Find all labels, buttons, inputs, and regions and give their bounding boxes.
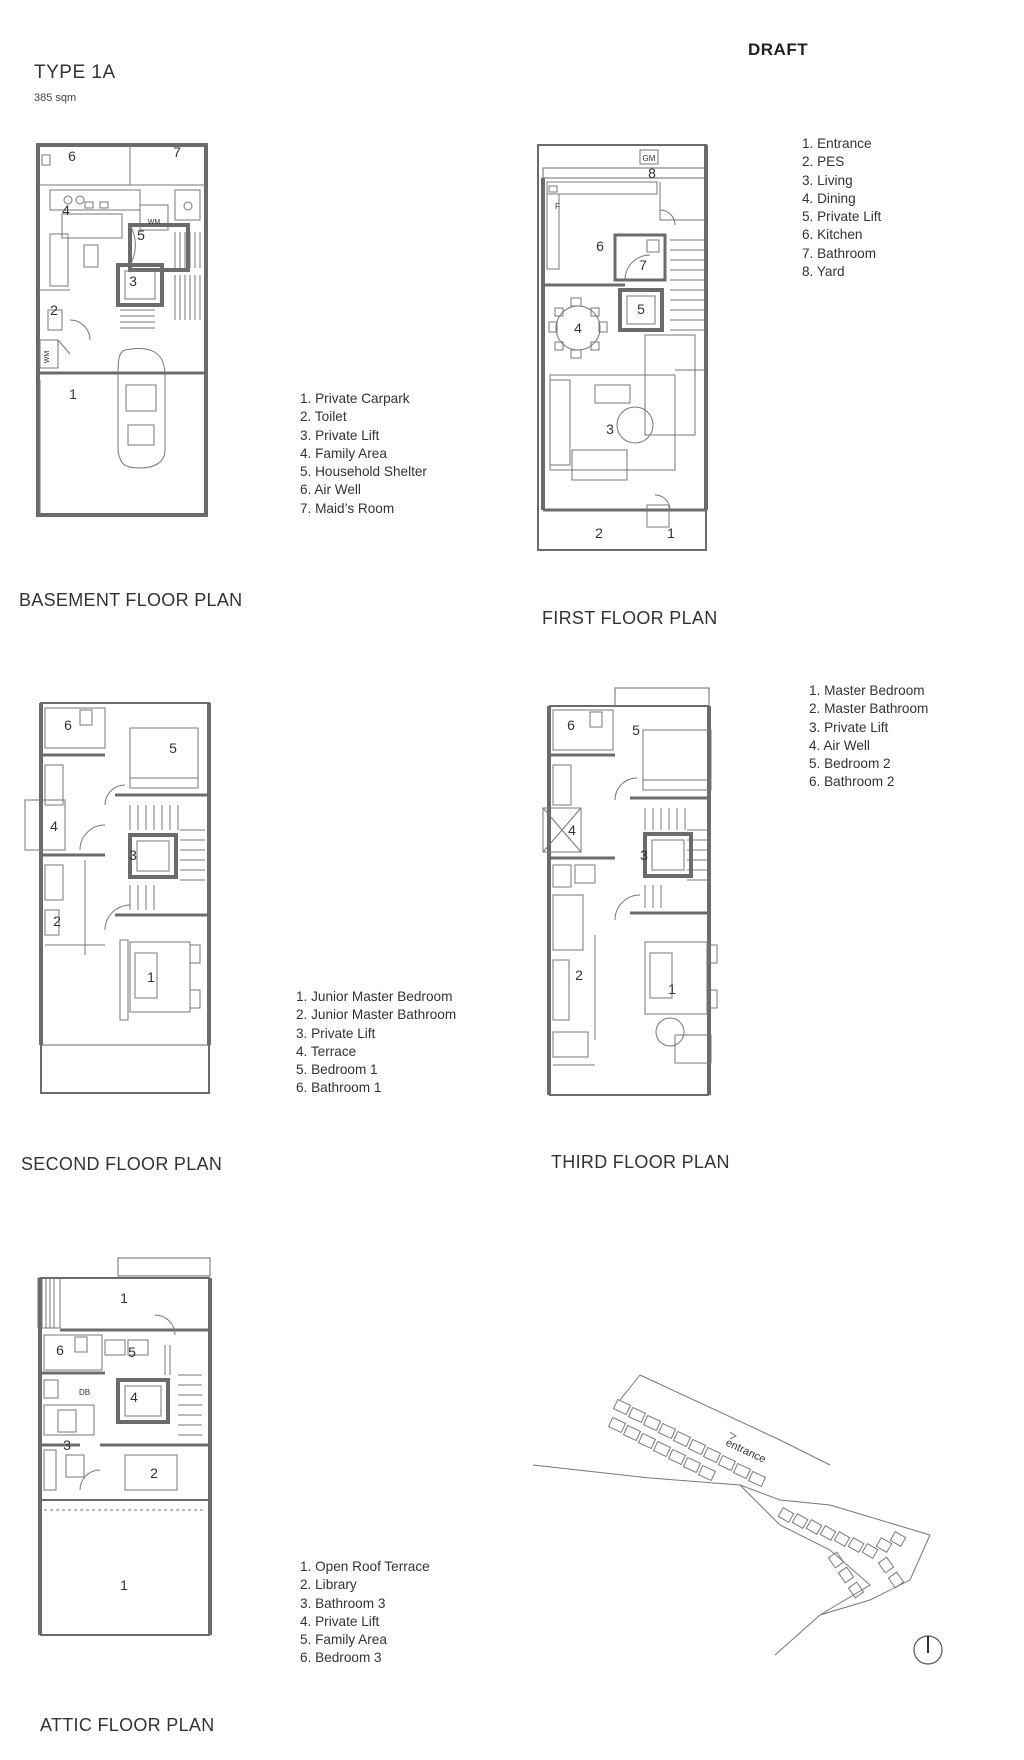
basement-room-5: 5 (137, 227, 145, 243)
attic-floor-plan-drawing (30, 1255, 220, 1645)
unit-area: 385 sqm (34, 92, 77, 104)
basement-room-3: 3 (129, 273, 137, 289)
first-legend-item: 8. Yard (802, 264, 845, 280)
first-room-2: 2 (595, 525, 603, 541)
carpark-wm-label: WM (44, 350, 51, 364)
first-room-7: 7 (639, 257, 647, 273)
attic-legend (300, 1558, 430, 1668)
third-plan-title: THIRD FLOOR PLAN (551, 1152, 730, 1172)
second-room-2: 2 (53, 913, 61, 929)
second-legend-item: 5. Bedroom 1 (296, 1062, 378, 1078)
attic-legend-item: 2. Library (300, 1577, 357, 1593)
second-legend-item: 4. Terrace (296, 1043, 357, 1059)
first-legend-item: 6. Kitchen (802, 227, 863, 243)
attic-room-5: 5 (128, 1344, 136, 1360)
basement-room-1: 1 (69, 386, 77, 402)
second-room-6: 6 (64, 717, 72, 733)
third-legend-item: 1. Master Bedroom (809, 683, 925, 698)
third-room-5: 5 (632, 722, 640, 738)
first-room-5: 5 (637, 301, 645, 317)
basement-legend-item: 6. Air Well (300, 482, 361, 498)
first-legend-item: 1. Entrance (802, 136, 872, 151)
basement-legend-item: 2. Toilet (300, 409, 347, 425)
first-legend-item: 4. Dining (802, 190, 856, 206)
site-plan-drawing (530, 1370, 960, 1670)
first-room-3: 3 (606, 421, 614, 437)
basement-wm-label: WM (147, 219, 161, 226)
basement-legend-item: 5. Household Shelter (300, 464, 427, 480)
attic-room-4: 4 (130, 1389, 138, 1405)
gm-label: GM (642, 154, 656, 163)
third-room-4: 4 (568, 822, 576, 838)
basement-room-2: 2 (50, 302, 58, 318)
third-room-6: 6 (567, 717, 575, 733)
third-legend-item: 2. Master Bathroom (809, 701, 929, 717)
unit-type-title: TYPE 1A (34, 62, 116, 83)
third-legend (809, 682, 928, 792)
third-room-3: 3 (640, 847, 648, 863)
third-legend-item: 6. Bathroom 2 (809, 774, 895, 790)
attic-legend-item: 4. Private Lift (300, 1613, 380, 1629)
first-floor-plan-drawing (535, 140, 715, 560)
attic-room-2: 2 (150, 1465, 158, 1481)
basement-legend-item: 4. Family Area (300, 445, 387, 461)
basement-room-6: 6 (68, 148, 76, 164)
first-room-4: 4 (574, 320, 582, 336)
entrance-label: entrance (723, 1436, 768, 1466)
second-legend-item: 6. Bathroom 1 (296, 1080, 382, 1096)
attic-plan-title: ATTIC FLOOR PLAN (40, 1715, 215, 1735)
north-arrow-icon (914, 1636, 942, 1664)
second-legend (296, 988, 456, 1098)
basement-legend-item: 1. Private Carpark (300, 391, 410, 406)
third-legend-item: 4. Air Well (809, 737, 870, 753)
second-room-3: 3 (129, 847, 137, 863)
basement-legend-item: 7. Maid’s Room (300, 500, 395, 516)
db-label: DB (79, 1388, 91, 1397)
first-room-1: 1 (667, 525, 675, 541)
draft-label: DRAFT (748, 40, 809, 59)
first-legend-item: 5. Private Lift (802, 209, 882, 225)
third-room-2: 2 (575, 967, 583, 983)
second-legend-item: 3. Private Lift (296, 1025, 376, 1041)
first-plan-title: FIRST FLOOR PLAN (542, 608, 718, 628)
fridge-label: F (555, 202, 560, 211)
second-room-4: 4 (50, 818, 58, 834)
third-floor-plan-drawing (535, 680, 725, 1100)
second-plan-title: SECOND FLOOR PLAN (21, 1154, 223, 1174)
attic-room-1: 1 (120, 1577, 128, 1593)
second-room-1: 1 (147, 969, 155, 985)
basement-room-7: 7 (173, 144, 181, 160)
first-legend-item: 2. PES (802, 154, 845, 170)
basement-legend-item: 3. Private Lift (300, 427, 380, 443)
basement-floor-plan-drawing (30, 140, 220, 520)
second-floor-plan-drawing (20, 700, 220, 1100)
first-room-8: 8 (648, 165, 656, 181)
second-legend-item: 1. Junior Master Bedroom (296, 989, 453, 1004)
attic-legend-item: 3. Bathroom 3 (300, 1595, 386, 1611)
third-legend-item: 3. Private Lift (809, 719, 889, 735)
third-room-1: 1 (668, 981, 676, 997)
attic-room-3: 3 (63, 1437, 71, 1453)
basement-room-4: 4 (62, 202, 70, 218)
basement-plan-title: BASEMENT FLOOR PLAN (19, 590, 243, 610)
basement-legend (300, 390, 427, 518)
second-legend-item: 2. Junior Master Bathroom (296, 1007, 457, 1023)
second-room-5: 5 (169, 740, 177, 756)
first-legend-item: 3. Living (802, 172, 853, 188)
attic-room-1-top: 1 (120, 1290, 128, 1306)
attic-legend-item: 1. Open Roof Terrace (300, 1559, 430, 1574)
attic-legend-item: 6. Bedroom 3 (300, 1650, 382, 1666)
first-legend-item: 7. Bathroom (802, 245, 877, 261)
first-room-6: 6 (596, 238, 604, 254)
third-legend-item: 5. Bedroom 2 (809, 756, 891, 772)
attic-legend-item: 5. Family Area (300, 1632, 387, 1648)
attic-room-6: 6 (56, 1342, 64, 1358)
first-legend (802, 135, 881, 281)
